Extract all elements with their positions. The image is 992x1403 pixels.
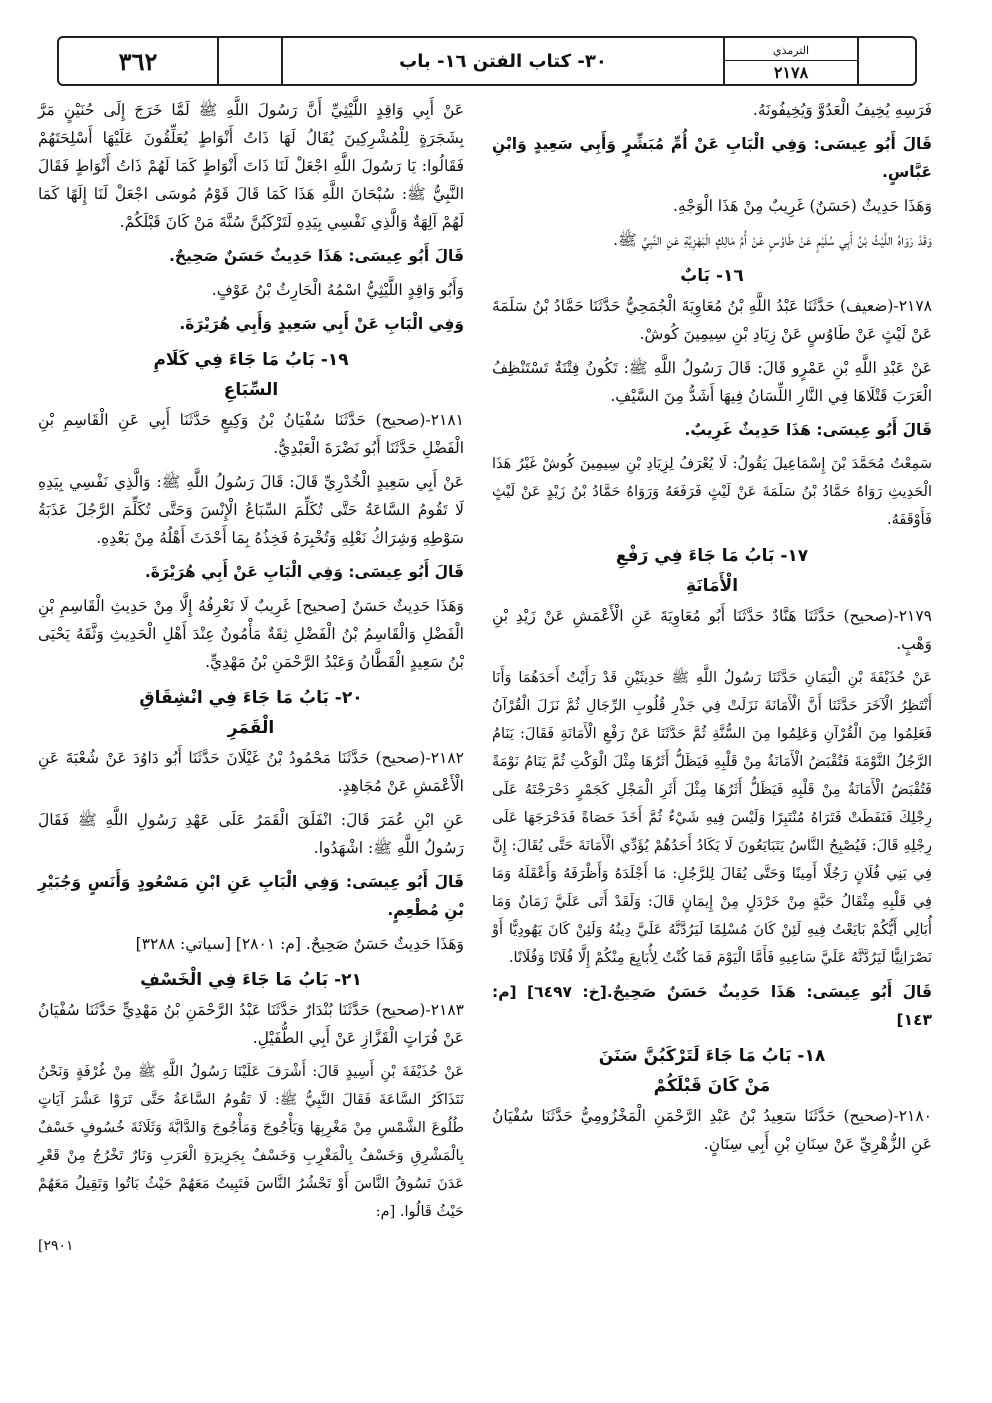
paragraph: سَمِعْتُ مُحَمَّدَ بْنَ إِسْمَاعِيلَ يَقُولُ: لَا يُعْرَفُ لِزِيَادِ بْنِ سِيمِينَ كُوشْ غَيْرُ هَذَا الْحَدِيثِ رَوَاهُ حَمَّادُ بْنُ سَلَمَةَ عَنْ لَيْثٍ فَرَفَعَهُ وَرَوَاهُ حَمَّادُ بْنُ زَيْدٍ عَنْ لَيْثٍ فَأَوْقَفَهُ. <box>492 456 932 528</box>
paragraph: وَهَذَا حَدِيثٌ حَسَنٌ [صحيح] غَرِيبٌ لَا نَعْرِفُهُ إِلَّا مِنْ حَدِيثِ الْقَاسِمِ بْنِ الْفَضْلِ وَالْقَاسِمُ بْنُ الْفَضْلِ ثِقَةٌ مَأْمُونٌ عِنْدَ أَهْلِ الْحَدِيثِ وَثَّقَهُ يَحْيَى بْنُ سَعِيدٍ الْقَطَّانُ وَعَبْدُ الرَّحْمَنِ بْنُ مَهْدِيٍّ. <box>38 597 464 671</box>
chapter-heading-line2: السِّبَاعِ <box>223 380 279 400</box>
chapter-heading: ١٧- بَابُ مَا جَاءَ فِي رَفْعِ <box>615 546 809 566</box>
chapter-heading: ١٦- بَابٌ <box>680 266 744 286</box>
commentary: قَالَ أَبُو عِيسَى: وَفِي الْبَابِ عَنِ ابْنِ مَسْعُودٍ وَأَنَسٍ وَجُبَيْرِ بْنِ مُطْعِمٍ. <box>38 873 464 919</box>
reference-continuation: ٢٩٠١] <box>38 1238 74 1254</box>
hadith-text: عَنْ أَبِي سَعِيدٍ الْخُدْرِيِّ قَالَ: قَالَ رَسُولُ اللَّهِ ﷺ: وَالَّذِي نَفْسِي بِيَدِهِ لَا تَقُومُ السَّاعَةُ حَتَّى تُكَلِّمَ السِّبَاعُ الْإِنْسَ وَحَتَّى تُكَلِّمَ الرَّجُلَ عَذَبَةُ سَوْطِهِ وَشِرَاكُ نَعْلِهِ وَتُخْبِرَهُ فَخِذُهُ بِمَا أَحْدَثَ أَهْلُهُ مِنْ بَعْدِهِ. <box>38 473 464 547</box>
right-column <box>492 96 932 1164</box>
paragraph: وَأَبُو وَاقِدٍ اللَّيْثِيُّ اسْمُهُ الْحَارِثُ بْنُ عَوْفٍ. <box>211 281 464 299</box>
commentary: قَالَ أَبُو عِيسَى: هَذَا حَدِيثٌ حَسَنٌ صَحِيحٌ.[خ: ٦٤٩٧] [م: ١٤٣] <box>492 983 933 1029</box>
hadith-text: عَنْ عَبْدِ اللَّهِ بْنِ عَمْرٍو قَالَ: قَالَ رَسُولُ اللَّهِ ﷺ: تَكُونُ فِتْنَةٌ تَسْتَنْظِفُ الْعَرَبَ قَتْلَاهَا فِي النَّارِ اللِّسَانُ فِيهَا أَشَدُّ مِنَ السَّيْفِ. <box>492 359 932 405</box>
chapter-heading: ٢٠- بَابُ مَا جَاءَ فِي انْشِقَاقِ <box>139 688 363 708</box>
header-divider <box>217 38 219 84</box>
hadith-range: ٢١٧٨ <box>773 62 809 82</box>
paragraph: وَهَذَا حَدِيثٌ (حَسَنٌ) غَرِيبٌ مِنْ هَذَا الْوَجْهِ. <box>673 197 932 215</box>
paragraph: وَهَذَا حَدِيثٌ حَسَنٌ صَحِيحٌ. [م: ٢٨٠١] [سياتي: ٣٢٨٨] <box>135 935 464 953</box>
paragraph: فَرَسِهِ يُخِيفُ الْعَدُوَّ وَيُخِيفُونَهُ. <box>752 101 932 119</box>
hadith-chain: ٢١٨١-(صحيح) حَدَّثَنَا سُفْيَانُ بْنُ وَكِيعٍ حَدَّثَنَا أَبِي عَنِ الْقَاسِمِ بْنِ الْفَضْلِ حَدَّثَنَا أَبُو نَضْرَةَ الْعَبْدِيُّ. <box>38 411 464 457</box>
chapter-heading-line2: الْأَمَانَةِ <box>685 576 739 596</box>
paragraph: وَقَدْ رَوَاهُ اللَّيْثُ بْنُ أَبِي سُلَيْمٍ عَنْ طَاوُسٍ عَنْ أُمِّ مَالِكٍ الْبَهْزِيَّةِ عَنِ النَّبِيِّ ﷺ. <box>613 231 932 249</box>
chapter-title: ٣٠- كتاب الفتن ١٦- باب <box>399 50 607 72</box>
commentary: قَالَ أَبُو عِيسَى: وَفِي الْبَابِ عَنْ أُمِّ مُبَشِّرٍ وَأَبِي سَعِيدٍ وَابْنِ عَبَّاسٍ. <box>492 135 932 181</box>
hadith-text: عَنْ حُذَيْفَةَ بْنِ أَسِيدٍ قَالَ: أَشْرَفَ عَلَيْنَا رَسُولُ اللَّهِ ﷺ مِنْ غُرْفَةٍ وَنَحْنُ نَتَذَاكَرُ السَّاعَةَ فَقَالَ النَّبِيُّ ﷺ: لَا تَقُومُ السَّاعَةُ حَتَّى تَرَوْا عَشْرَ آيَاتٍ طُلُوعَ الشَّمْسِ مِنْ مَغْرِبِهَا وَيَأْجُوجَ وَمَأْجُوجَ وَالدَّابَّةَ وَثَلَاثَةَ خُسُوفٍ خَسْفٌ بِالْمَشْرِقِ وَخَسْفٌ بِالْمَغْرِبِ وَخَسْفٌ بِجَزِيرَةِ الْعَرَبِ وَنَارٌ تَخْرُجُ مِنْ قَعْرِ عَدَنَ تَسُوقُ النَّاسَ أَوْ تَحْشُرُ النَّاسَ فَتَبِيتُ مَعَهُمْ حَيْثُ بَاتُوا وَتَقِيلُ مَعَهُمْ حَيْثُ قَالُوا. [م: <box>38 1064 464 1220</box>
commentary: قَالَ أَبُو عِيسَى: هَذَا حَدِيثٌ حَسَنٌ صَحِيحٌ. <box>168 247 464 265</box>
left-column <box>38 96 464 1260</box>
chapter-heading: ١٩- بَابُ مَا جَاءَ فِي كَلَامِ <box>153 350 349 370</box>
hadith-chain: ٢١٨٢-(صحيح) حَدَّثَنَا مَحْمُودُ بْنُ غَيْلَانَ حَدَّثَنَا أَبُو دَاوُدَ عَنْ شُعْبَةَ عَنِ الْأَعْمَشِ عَنْ مُجَاهِدٍ. <box>38 749 464 795</box>
hadith-text: عَنْ حُذَيْفَةَ بْنِ الْيَمَانِ حَدَّثَنَا رَسُولُ اللَّهِ ﷺ حَدِيثَيْنِ قَدْ رَأَيْتُ أَحَدَهُمَا وَأَنَا أَنْتَظِرُ الْآخَرَ حَدَّثَنَا أَنَّ الْأَمَانَةَ نَزَلَتْ فِي جَذْرِ قُلُوبِ الرِّجَالِ ثُمَّ نَزَلَ الْقُرْآنُ فَعَلِمُوا مِنَ الْقُرْآنِ وَعَلِمُوا مِنَ السُّنَّةِ ثُمَّ حَدَّثَنَا عَنْ رَفْعِ الْأَمَانَةِ فَقَالَ: يَنَامُ الرَّجُلُ النَّوْمَةَ فَتُقْبَضُ الْأَمَانَةُ مِنْ قَلْبِهِ فَيَظَلُّ أَثَرُهَا مِثْلَ الْوَكْتِ ثُمَّ يَنَامُ نَوْمَةً فَتُقْبَضُ الْأَمَانَةُ مِنْ قَلْبِهِ فَيَظَلُّ أَثَرُهَا مِثْلَ أَثَرِ الْمَجْلِ كَجَمْرٍ دَحْرَجْتَهُ عَلَى رِجْلِكَ فَنَفَطَتْ فَتَرَاهُ مُنْتَبِرًا وَلَيْسَ فِيهِ شَيْءٌ ثُمَّ أَخَذَ حَصَاةً فَدَحْرَجَهَا عَلَى رِجْلِهِ قَالَ: فَيُصْبِحُ النَّاسُ يَتَبَايَعُونَ لَا يَكَادُ أَحَدُهُمْ يُؤَدِّي الْأَمَانَةَ حَتَّى يُقَالَ: إِنَّ فِي بَنِي فُلَانٍ رَجُلًا أَمِينًا وَحَتَّى يُقَالَ لِلرَّجُلِ: مَا أَجْلَدَهُ وَأَظْرَفَهُ وَأَعْقَلَهُ وَمَا فِي قَلْبِهِ مِثْقَالُ حَبَّةٍ مِنْ خَرْدَلٍ مِنْ إِيمَانٍ قَالَ: وَلَقَدْ أَتَى عَلَيَّ زَمَانٌ وَمَا أُبَالِي أَيُّكُمْ بَايَعْتُ فِيهِ لَئِنْ كَانَ مُسْلِمًا لَيَرُدَّنَّهُ عَلَيَّ دِينُهُ وَلَئِنْ كَانَ يَهُودِيًّا أَوْ نَصْرَانِيًّا لَيَرُدَّنَّهُ عَلَيَّ سَاعِيهِ فَأَمَّا الْيَوْمَ فَمَا كُنْتُ لِأُبَايِعَ مِنْكُمْ إِلَّا فُلَانًا وَفُلَانًا. <box>492 670 932 966</box>
hadith-chain: ٢١٨٠-(صحيح) حَدَّثَنَا سَعِيدُ بْنُ عَبْدِ الرَّحْمَنِ الْمَخْزُومِيُّ حَدَّثَنَا سُفْيَانُ عَنِ الزُّهْرِيِّ عَنْ سِنَانِ بْنِ أَبِي سِنَانٍ. <box>492 1107 932 1153</box>
hadith-chain: ٢١٨٣-(صحيح) حَدَّثَنَا بُنْدَارٌ حَدَّثَنَا عَبْدُ الرَّحْمَنِ بْنُ مَهْدِيٍّ حَدَّثَنَا سُفْيَانُ عَنْ فُرَاتٍ الْقَزَّازِ عَنْ أَبِي الطُّفَيْلِ. <box>38 1001 464 1047</box>
commentary: قَالَ أَبُو عِيسَى: وَفِي الْبَابِ عَنْ أَبِي هُرَيْرَةَ. <box>144 563 464 581</box>
hadith-text: عَنْ أَبِي وَاقِدٍ اللَّيْثِيِّ أَنَّ رَسُولَ اللَّهِ ﷺ لَمَّا خَرَجَ إِلَى حُنَيْنٍ مَرَّ بِشَجَرَةٍ لِلْمُشْرِكِينَ يُقَالُ لَهَا ذَاتُ أَنْوَاطٍ يُعَلِّقُونَ عَلَيْهَا أَسْلِحَتَهُمْ فَقَالُوا: يَا رَسُولَ اللَّهِ اجْعَلْ لَنَا ذَاتَ أَنْوَاطٍ كَمَا لَهُمْ ذَاتُ أَنْوَاطٍ فَقَالَ النَّبِيُّ ﷺ: سُبْحَانَ اللَّهِ هَذَا كَمَا قَالَ قَوْمُ مُوسَى اجْعَلْ لَنَا إِلَهًا كَمَا لَهُمْ آلِهَةٌ وَالَّذِي نَفْسِي بِيَدِهِ لَتَرْكَبُنَّ سُنَّةَ مَنْ كَانَ قَبْلَكُمْ. <box>38 101 464 231</box>
book-name: الترمذي <box>725 40 857 61</box>
hadith-text: عَنِ ابْنِ عُمَرَ قَالَ: انْفَلَقَ الْقَمَرُ عَلَى عَهْدِ رَسُولِ اللَّهِ ﷺ فَقَالَ رَسُولُ اللَّهِ ﷺ: اشْهَدُوا. <box>38 811 464 857</box>
commentary: وَفِي الْبَابِ عَنْ أَبِي سَعِيدٍ وَأَبِي هُرَيْرَةَ. <box>179 315 464 333</box>
commentary: قَالَ أَبُو عِيسَى: هَذَا حَدِيثٌ غَرِيبٌ. <box>684 421 932 439</box>
hadith-chain: ٢١٧٨-(ضعيف) حَدَّثَنَا عَبْدُ اللَّهِ بْنُ مُعَاوِيَةَ الْجُمَحِيُّ حَدَّثَنَا حَمَّادُ بْنُ سَلَمَةَ عَنْ لَيْثٍ عَنْ طَاوُسٍ عَنْ زِيَادِ بْنِ سِيمِينَ كُوشْ. <box>492 297 932 343</box>
header-divider <box>857 38 859 84</box>
page-header <box>57 36 917 86</box>
hadith-chain: ٢١٧٩-(صحيح) حَدَّثَنَا هَنَّادٌ حَدَّثَنَا أَبُو مُعَاوِيَةَ عَنِ الْأَعْمَشِ عَنْ زَيْدِ بْنِ وَهْبٍ. <box>492 607 932 653</box>
chapter-heading-line2: مَنْ كَانَ قَبْلَكُمْ <box>653 1076 771 1096</box>
chapter-heading: ٢١- بَابُ مَا جَاءَ فِي الْخَسْفِ <box>140 970 362 990</box>
chapter-heading: ١٨- بَابُ مَا جَاءَ لَتَرْكَبُنَّ سَنَنَ <box>598 1046 826 1066</box>
chapter-heading-line2: الْقَمَرِ <box>227 718 275 738</box>
page-number: ٣٦٢ <box>118 46 158 76</box>
